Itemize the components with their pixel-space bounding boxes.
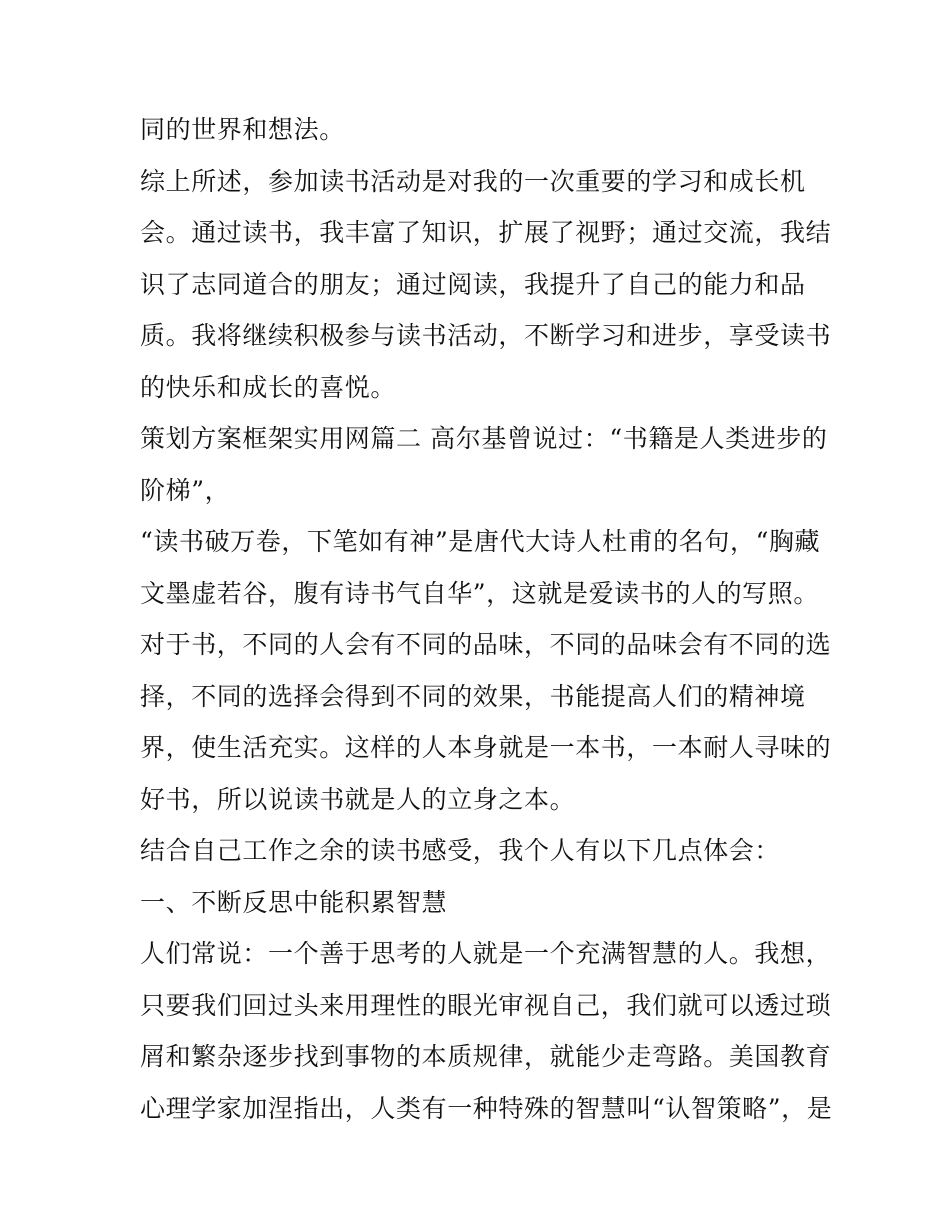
text-line: 界，使生活充实。这样的人本身就是一本书，一本耐人寻味的 bbox=[140, 733, 832, 762]
text-line: 阶梯”， bbox=[140, 475, 231, 505]
text-line: 质。我将继续积极参与读书活动，不断学习和进步，享受读书 bbox=[140, 321, 832, 350]
text-line: 会。通过读书，我丰富了知识，扩展了视野；通过交流，我结 bbox=[140, 218, 832, 247]
text-line: 同的世界和想法。 bbox=[140, 115, 345, 144]
text-line: “读书破万卷，下笔如有神”是唐代大诗人杜甫的名句，“胸藏 bbox=[140, 527, 821, 556]
text-line: 对于书，不同的人会有不同的品味，不同的品味会有不同的选 bbox=[140, 630, 832, 659]
subheading-line: 一、不断反思中能积累智慧 bbox=[140, 887, 448, 917]
text-line: 识了志同道合的朋友；通过阅读，我提升了自己的能力和品 bbox=[140, 269, 806, 299]
text-line: 人们常说：一个善于思考的人就是一个充满智慧的人。我想， bbox=[140, 939, 832, 968]
document-body bbox=[140, 104, 833, 1134]
text-line: 心理学家加涅指出，人类有一种特殊的智慧叫“认智策略”，是 bbox=[140, 1093, 833, 1123]
text-line: 的快乐和成长的喜悦。 bbox=[140, 372, 397, 402]
text-line: 好书，所以说读书就是人的立身之本。 bbox=[140, 784, 576, 814]
text-line: 择，不同的选择会得到不同的效果，书能提高人们的精神境 bbox=[140, 681, 806, 711]
section-heading-line: 策划方案框架实用网篇二 高尔基曾说过：“书籍是人类进步的 bbox=[140, 424, 828, 453]
text-line: 只要我们回过头来用理性的眼光审视自己，我们就可以透过琐 bbox=[140, 990, 832, 1020]
text-line: 屑和繁杂逐步找到事物的本质规律，就能少走弯路。美国教育 bbox=[140, 1042, 832, 1071]
text-line: 结合自己工作之余的读书感受，我个人有以下几点体会： bbox=[140, 836, 781, 865]
text-line: 综上所述，参加读书活动是对我的一次重要的学习和成长机 bbox=[140, 166, 806, 196]
text-line: 文墨虚若谷，腹有诗书气自华”，这就是爱读书的人的写照。 bbox=[140, 578, 819, 608]
